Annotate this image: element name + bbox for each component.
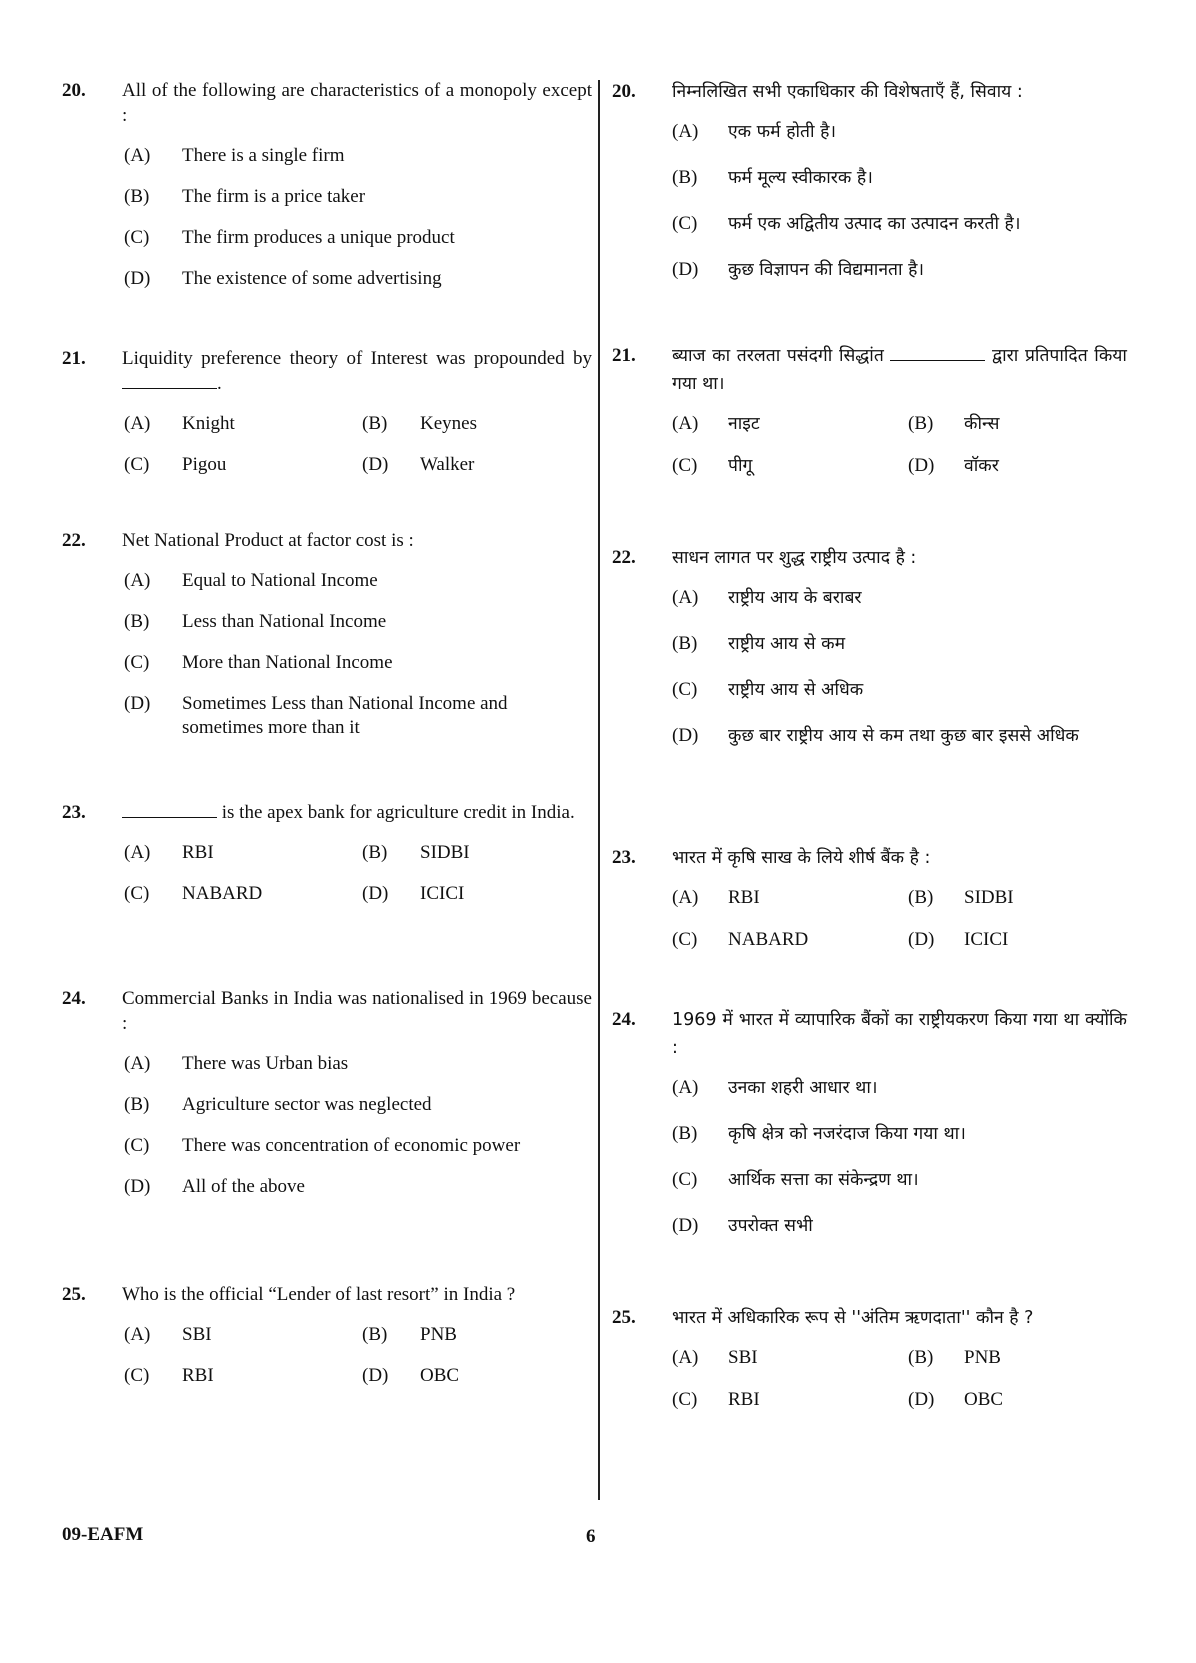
question-number: 21. <box>62 348 86 369</box>
option-b <box>124 610 592 634</box>
option-text: उनका शहरी आधार था। <box>728 1078 878 1098</box>
option-d <box>672 1212 1127 1240</box>
option-label: (A) <box>672 1077 699 1098</box>
option-text: कुछ बार राष्ट्रीय आय से कम तथा कुछ बार इससे अधिक <box>728 726 1079 746</box>
option-label: (D) <box>362 1365 389 1386</box>
options <box>124 1323 592 1388</box>
fill-blank <box>122 371 217 389</box>
option-text: ICICI <box>964 929 1009 950</box>
question-text: 1969 में भारत में व्यापारिक बैंकों का राष्ट्रीयकरण किया गया था क्योंकि : <box>672 1010 1127 1058</box>
option-label: (A) <box>124 842 151 863</box>
option-text: There is a single firm <box>182 145 345 166</box>
option-label: (D) <box>124 693 151 714</box>
question-number: 22. <box>612 547 636 568</box>
question-text: भारत में कृषि साख के लिये शीर्ष बैंक है : <box>672 848 931 868</box>
option-label: (D) <box>672 725 699 746</box>
option-label: (B) <box>362 413 388 434</box>
option-label: (B) <box>672 167 698 188</box>
option-text: PNB <box>420 1324 457 1345</box>
option-label: (A) <box>672 413 699 434</box>
question-25-en <box>62 1282 592 1388</box>
option-label: (A) <box>672 587 699 608</box>
question-text: साधन लागत पर शुद्ध राष्ट्रीय उत्पाद है : <box>672 548 917 568</box>
question-number: 23. <box>612 847 636 868</box>
option-text: The existence of some advertising <box>182 268 442 289</box>
question-text: Who is the official “Lender of last resort” in India ? <box>122 1284 516 1305</box>
option-label: (C) <box>124 227 150 248</box>
option-label: (B) <box>908 887 934 908</box>
option-text: The firm produces a unique product <box>182 227 455 248</box>
paper-code: 09-EAFM <box>62 1524 144 1545</box>
option-c <box>672 1166 1127 1194</box>
option-label: (C) <box>672 1169 698 1190</box>
question-text: भारत में अधिकारिक रूप से ''अंतिम ऋणदाता'' कौन है ? <box>672 1308 1034 1328</box>
options <box>124 569 592 740</box>
option-c <box>672 676 1127 704</box>
option-text: वॉकर <box>964 456 999 476</box>
page-number: 6 <box>586 1526 596 1547</box>
question-24-en <box>62 986 592 1216</box>
option-a <box>672 118 1127 146</box>
option-text: SBI <box>182 1324 212 1345</box>
option-label: (C) <box>672 679 698 700</box>
option-text: The firm is a price taker <box>182 186 366 207</box>
option-text: PNB <box>964 1347 1001 1368</box>
option-text: नाइट <box>728 414 760 434</box>
option-label: (A) <box>124 570 151 591</box>
column-divider <box>598 80 600 1500</box>
option-label: (B) <box>124 186 150 207</box>
option-text: SIDBI <box>420 842 470 863</box>
question-23-en <box>62 800 592 906</box>
option-text: Keynes <box>420 413 477 434</box>
option-c <box>124 651 592 675</box>
option-d <box>672 722 1127 750</box>
option-a <box>672 1074 1127 1102</box>
option-text: All of the above <box>182 1176 305 1197</box>
question-text: Commercial Banks in India was nationalised in 1969 because : <box>122 988 592 1034</box>
option-label: (D) <box>672 259 699 280</box>
option-label: (C) <box>672 213 698 234</box>
option-text: RBI <box>728 1389 760 1410</box>
option-label: (B) <box>124 1094 150 1115</box>
option-text: OBC <box>964 1389 1004 1410</box>
option-label: (B) <box>672 633 698 654</box>
option-text: कीन्स <box>964 414 1000 434</box>
question-text: Net National Product at factor cost is : <box>122 530 414 551</box>
option-label: (D) <box>124 1176 151 1197</box>
question-20-hi <box>612 78 1127 302</box>
question-number: 25. <box>612 1307 636 1328</box>
question-number: 23. <box>62 802 86 823</box>
option-label: (D) <box>908 1389 935 1410</box>
option-b <box>124 1093 592 1117</box>
option-label: (D) <box>908 455 935 476</box>
option-label: (D) <box>124 268 151 289</box>
option-label: (C) <box>672 929 698 950</box>
question-number: 20. <box>612 81 636 102</box>
option-text: NABARD <box>728 929 809 950</box>
question-21-hi <box>612 342 1127 480</box>
question-number: 24. <box>612 1009 636 1030</box>
option-d <box>672 256 1127 284</box>
option-text: पीगू <box>728 456 753 476</box>
question-text: ब्याज का तरलता पसंदगी सिद्धांत द्वारा प्रतिपादित किया गया था। <box>672 342 1127 398</box>
option-text: Agriculture sector was neglected <box>182 1094 432 1115</box>
question-21-en <box>62 346 592 477</box>
option-label: (A) <box>124 1053 151 1074</box>
question-text: Liquidity preference theory of Interest was propounded by . <box>122 348 592 394</box>
options <box>672 884 1127 954</box>
option-text: Equal to National Income <box>182 570 378 591</box>
option-c <box>672 210 1127 238</box>
option-text: RBI <box>182 842 214 863</box>
option-label: (A) <box>672 1347 699 1368</box>
option-a <box>672 584 1127 612</box>
option-a <box>124 144 592 168</box>
option-label: (D) <box>362 883 389 904</box>
question-number: 22. <box>62 530 86 551</box>
option-b <box>124 185 592 209</box>
option-label: (D) <box>672 1215 699 1236</box>
option-text: ICICI <box>420 883 465 904</box>
question-number: 25. <box>62 1284 86 1305</box>
option-text: राष्ट्रीय आय से अधिक <box>728 680 864 700</box>
fill-blank <box>122 800 217 818</box>
option-label: (D) <box>908 929 935 950</box>
option-label: (C) <box>672 455 698 476</box>
option-label: (B) <box>362 1324 388 1345</box>
option-label: (C) <box>124 454 150 475</box>
option-label: (C) <box>124 1135 150 1156</box>
option-d <box>124 267 592 291</box>
option-b <box>672 1120 1127 1148</box>
options <box>672 584 1127 750</box>
question-text: निम्नलिखित सभी एकाधिकार की विशेषताएँ हैं, सिवाय : <box>672 82 1023 102</box>
option-c <box>124 1134 592 1158</box>
option-label: (B) <box>908 413 934 434</box>
option-d <box>124 1175 592 1199</box>
option-text: Pigou <box>182 454 227 475</box>
option-label: (B) <box>908 1347 934 1368</box>
question-text: All of the following are characteristics of a monopoly except : <box>122 80 592 126</box>
options <box>672 118 1127 284</box>
option-b <box>672 630 1127 658</box>
options <box>124 412 592 477</box>
question-20-en <box>62 78 592 308</box>
question-25-hi <box>612 1304 1127 1414</box>
option-text: Knight <box>182 413 235 434</box>
option-label: (A) <box>672 121 699 142</box>
option-text: SBI <box>728 1347 758 1368</box>
option-text: Sometimes Less than National Income and sometimes more than it <box>182 693 508 738</box>
option-text: एक फर्म होती है। <box>728 122 837 142</box>
option-a <box>124 569 592 593</box>
option-text: There was Urban bias <box>182 1053 349 1074</box>
option-c <box>124 226 592 250</box>
option-text: SIDBI <box>964 887 1014 908</box>
options <box>672 1074 1127 1240</box>
option-label: (C) <box>124 652 150 673</box>
question-22-hi <box>612 544 1127 768</box>
option-label: (B) <box>362 842 388 863</box>
fill-blank <box>890 343 985 361</box>
options <box>124 1052 592 1199</box>
question-text: is the apex bank for agriculture credit in India. <box>122 800 592 825</box>
options <box>124 841 592 906</box>
option-text: There was concentration of economic power <box>182 1135 521 1156</box>
option-label: (A) <box>124 145 151 166</box>
options <box>672 410 1127 480</box>
option-text: NABARD <box>182 883 263 904</box>
option-text: फर्म मूल्य स्वीकारक है। <box>728 168 873 188</box>
option-text: राष्ट्रीय आय के बराबर <box>728 588 862 608</box>
option-text: RBI <box>728 887 760 908</box>
question-number: 24. <box>62 988 86 1009</box>
option-label: (B) <box>124 611 150 632</box>
option-label: (C) <box>124 883 150 904</box>
option-text: कुछ विज्ञापन की विद्यमानता है। <box>728 260 925 280</box>
question-23-hi <box>612 844 1127 954</box>
options <box>124 144 592 291</box>
question-24-hi <box>612 1006 1127 1258</box>
option-label: (A) <box>124 1324 151 1345</box>
option-text: Less than National Income <box>182 611 387 632</box>
option-d <box>124 692 592 740</box>
option-text: OBC <box>420 1365 460 1386</box>
option-label: (C) <box>124 1365 150 1386</box>
option-label: (B) <box>672 1123 698 1144</box>
option-text: कृषि क्षेत्र को नजरंदाज किया गया था। <box>728 1124 966 1144</box>
option-label: (A) <box>124 413 151 434</box>
option-text: RBI <box>182 1365 214 1386</box>
option-label: (C) <box>672 1389 698 1410</box>
options <box>672 1344 1127 1414</box>
option-label: (A) <box>672 887 699 908</box>
option-b <box>672 164 1127 192</box>
option-a <box>124 1052 592 1076</box>
question-number: 20. <box>62 80 86 101</box>
option-text: More than National Income <box>182 652 393 673</box>
option-text: आर्थिक सत्ता का संकेन्द्रण था। <box>728 1170 919 1190</box>
question-number: 21. <box>612 345 636 366</box>
question-22-en <box>62 528 592 757</box>
option-label: (D) <box>362 454 389 475</box>
option-text: Walker <box>420 454 475 475</box>
option-text: फर्म एक अद्वितीय उत्पाद का उत्पादन करती है। <box>728 214 1021 234</box>
option-text: उपरोक्त सभी <box>728 1216 813 1236</box>
option-text: राष्ट्रीय आय से कम <box>728 634 846 654</box>
